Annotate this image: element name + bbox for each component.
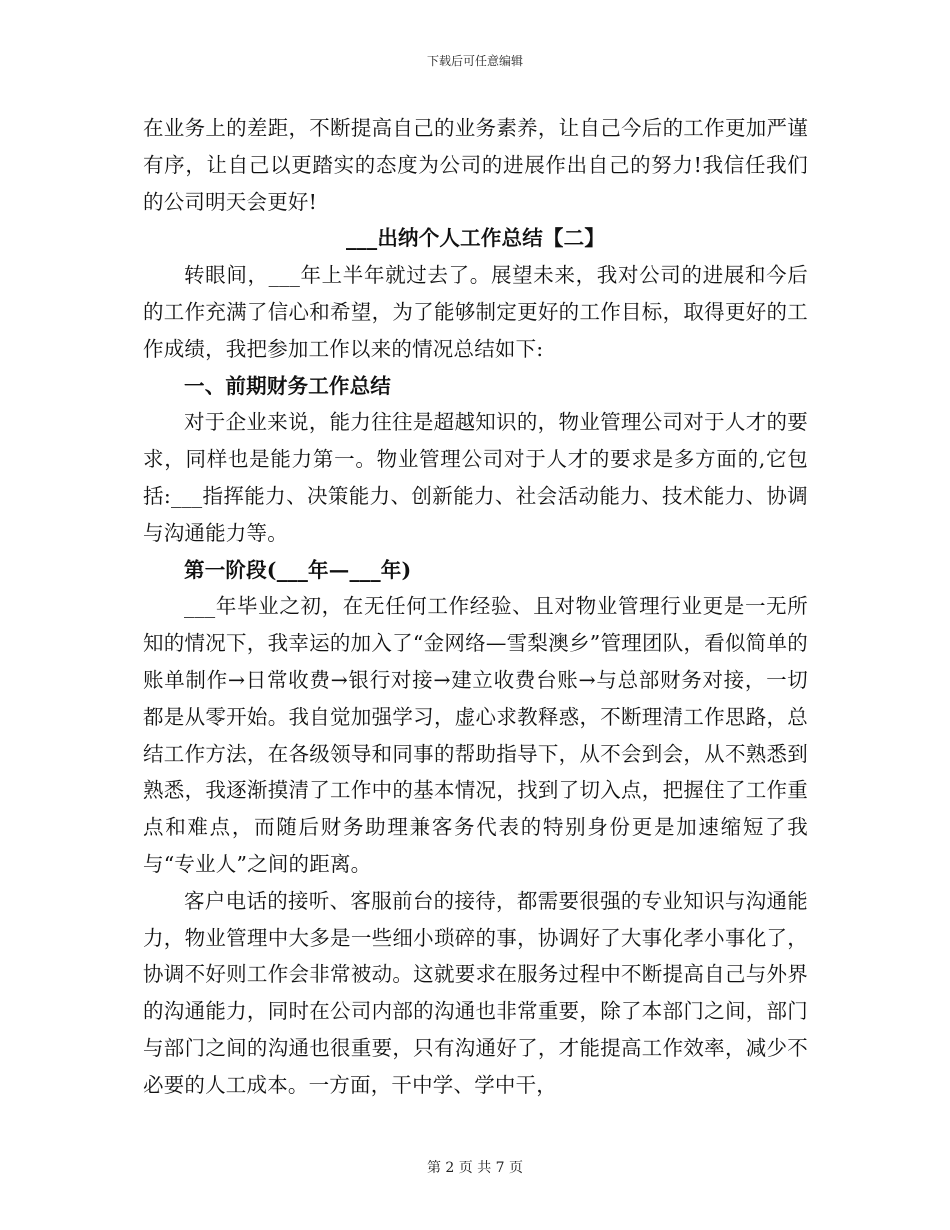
paragraph-communication: 客户电话的接听、客服前台的接待，都需要很强的专业知识与沟通能力，物业管理中大多是一些细小琐碎的事，协调好了大事化孝小事化了，协调不好则工作会非常被动。这就要求在服务过程中不断提高自己与外界的沟通能力，同时在公司内部的沟通也非常重要，除了本部门之间，部门与部门之间的沟通也很重要，只有沟通好了，才能提高工作效率，减少不必要的人工成本。一方面，干中学、学中干， (143, 888, 808, 1097)
document-body (143, 110, 808, 1104)
header-note: 下载后可任意编辑 (426, 54, 523, 68)
paragraph-stage-one: ___年毕业之初，在无任何工作经验、且对物业管理行业更是一无所知的情况下，我幸运的加入了“金网络—雪梨澳乡”管理团队，看似简单的账单制作→日常收费→银行对接→建立收费台账→与总部财务对接，一切都是从零开始。我自觉加强学习，虚心求教释惑，不断理清工作思路，总结工作方法，在各级领导和同事的帮助指导下，从不会到会，从不熟悉到熟悉，我逐渐摸清了工作中的基本情况，找到了切入点，把握住了工作重点和难点，而随后财务助理兼客务代表的特别身份更是加速缩短了我与“专业人”之间的距离。 (143, 594, 808, 876)
paragraph-continued: 在业务上的差距，不断提高自己的业务素养，让自己今后的工作更加严谨有序，让自己以更踏实的态度为公司的进展作出自己的努力!我信任我们的公司明天会更好! (143, 116, 808, 214)
section-title: ___出纳个人工作总结【二】 (345, 226, 606, 251)
paragraph-intro: 转眼间，___年上半年就过去了。展望未来，我对公司的进展和今后的工作充满了信心和希望，为了能够制定更好的工作目标，取得更好的工作成绩，我把参加工作以来的情况总结如下: (143, 263, 808, 361)
page-number: 第 2 页 共 7 页 (426, 1160, 524, 1176)
heading-stage-one: 第一阶段(___年—___年) (184, 557, 412, 582)
heading-early-work: 一、前期财务工作总结 (184, 373, 391, 398)
paragraph-ability: 对于企业来说，能力往往是超越知识的，物业管理公司对于人才的要求，同样也是能力第一。物业管理公司对于人才的要求是多方面的,它包括:___指挥能力、决策能力、创新能力、社会活动能力、技术能力、协调与沟通能力等。 (143, 410, 808, 545)
